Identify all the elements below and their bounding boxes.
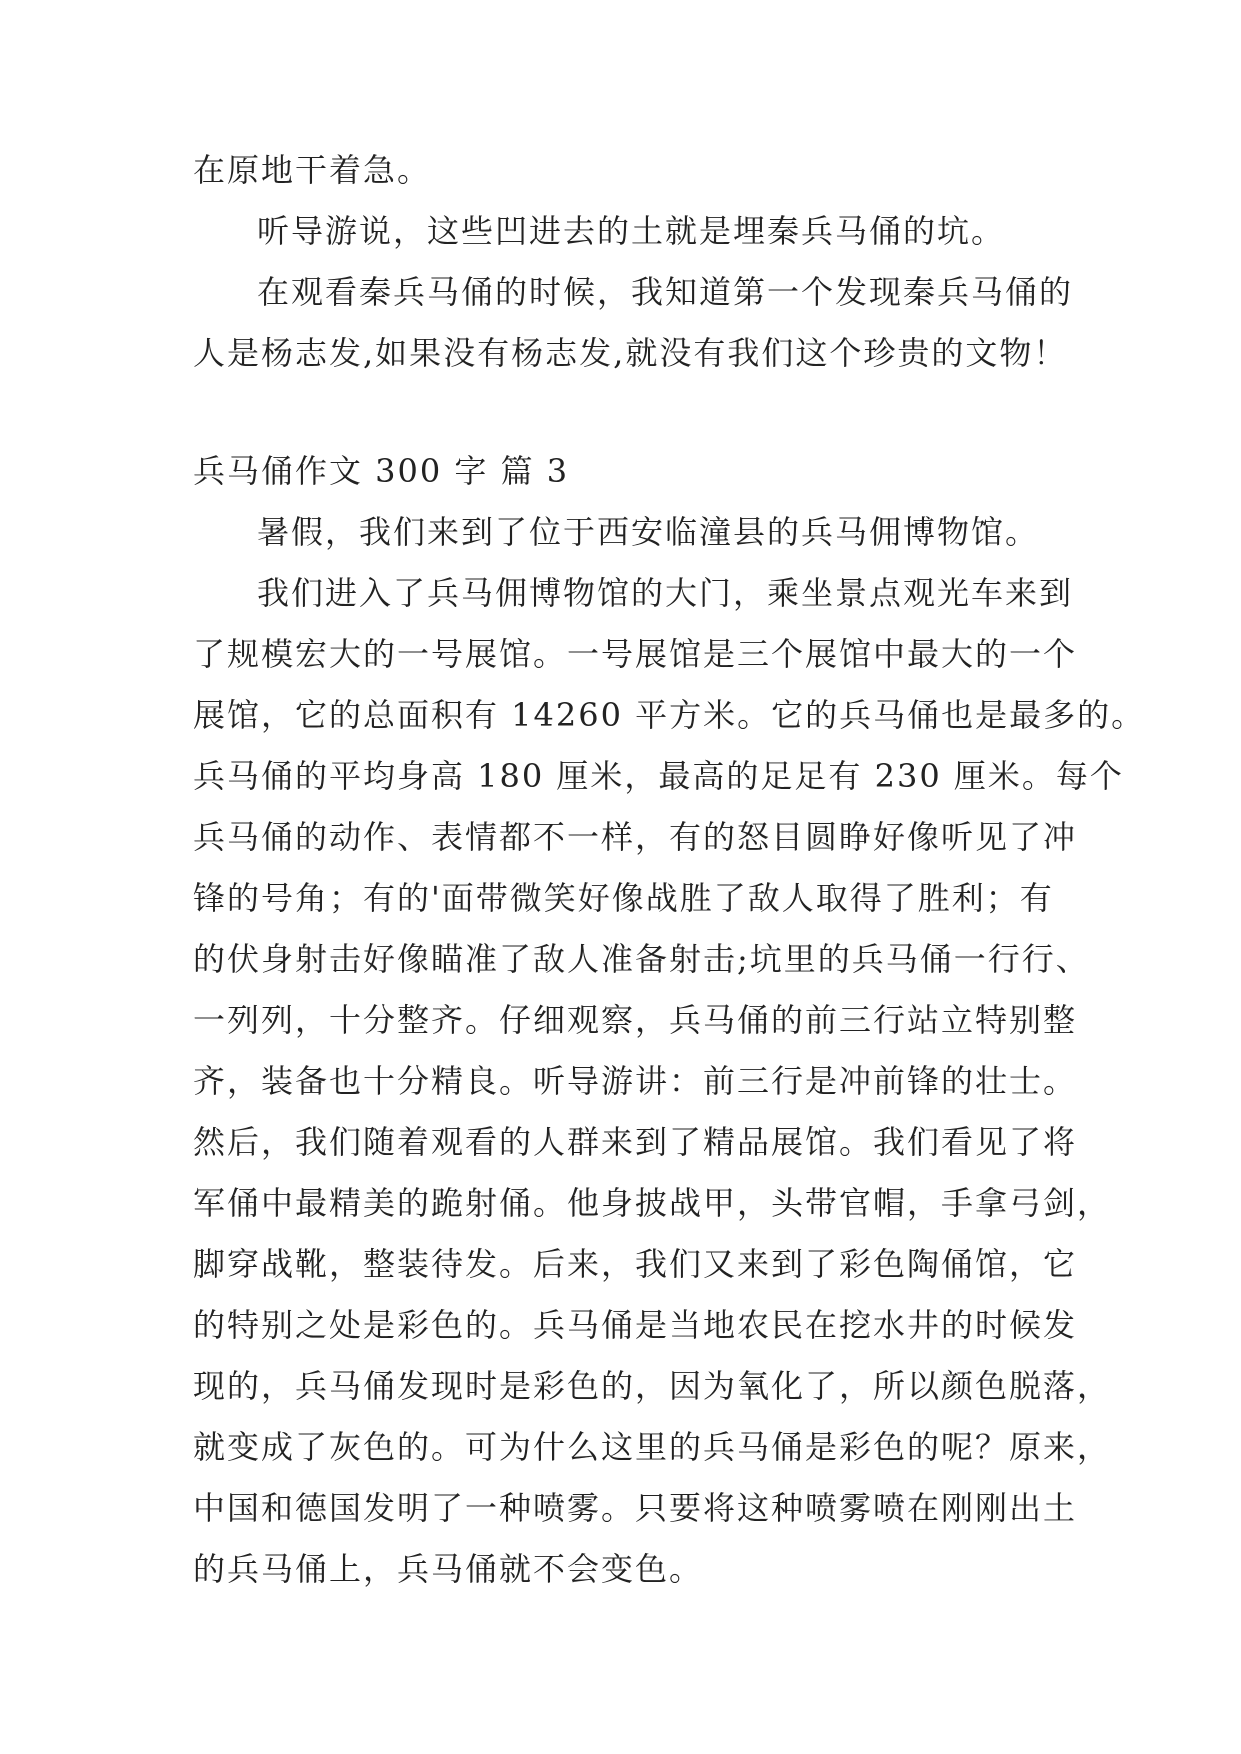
text-line: 的特别之处是彩色的。兵马俑是当地农民在挖水井的时候发: [193, 1306, 1078, 1344]
text-line: 在原地干着急。: [193, 151, 432, 189]
text-line: 然后，我们随着观看的人群来到了精品展馆。我们看见了将: [193, 1123, 1078, 1161]
text-line: 兵马俑的平均身高 180 厘米，最高的足足有 230 厘米。每个: [193, 757, 1124, 795]
text-line: 展馆，它的总面积有 14260 平方米。它的兵马俑也是最多的。: [193, 696, 1146, 734]
text-line: 军俑中最精美的跪射俑。他身披战甲，头带官帽，手拿弓剑，: [193, 1184, 1112, 1222]
paragraph-line: 暑假，我们来到了位于西安临潼县的兵马佣博物馆。: [257, 513, 1040, 551]
text-line: 的兵马俑上，兵马俑就不会变色。: [193, 1550, 704, 1588]
text-line: 一列列，十分整齐。仔细观察，兵马俑的前三行站立特别整: [193, 1001, 1078, 1039]
text-line: 就变成了灰色的。可为什么这里的兵马俑是彩色的呢？原来，: [193, 1428, 1112, 1466]
text-line: 锋的号角；有的'面带微笑好像战胜了敌人取得了胜利；有: [193, 879, 1054, 917]
text-line: 兵马俑的动作、表情都不一样，有的怒目圆睁好像听见了冲: [193, 818, 1078, 856]
text-line: 现的，兵马俑发现时是彩色的，因为氧化了，所以颜色脱落，: [193, 1367, 1112, 1405]
paragraph-line: 我们进入了兵马佣博物馆的大门，乘坐景点观光车来到: [257, 574, 1074, 612]
section-heading: 兵马俑作文 300 字 篇 3: [193, 452, 570, 490]
text-line: 齐，装备也十分精良。听导游讲：前三行是冲前锋的壮士。: [193, 1062, 1078, 1100]
text-line: 人是杨志发,如果没有杨志发,就没有我们这个珍贵的文物！: [193, 334, 1068, 372]
text-line: 脚穿战靴，整装待发。后来，我们又来到了彩色陶俑馆，它: [193, 1245, 1078, 1283]
paragraph-line: 听导游说，这些凹进去的土就是埋秦兵马俑的坑。: [257, 212, 1006, 250]
paragraph-line: 在观看秦兵马俑的时候，我知道第一个发现秦兵马俑的: [257, 273, 1074, 311]
text-line: 的伏身射击好像瞄准了敌人准备射击;坑里的兵马俑一行行、: [193, 940, 1090, 978]
text-line: 中国和德国发明了一种喷雾。只要将这种喷雾喷在刚刚出土: [193, 1489, 1078, 1527]
text-line: 了规模宏大的一号展馆。一号展馆是三个展馆中最大的一个: [193, 635, 1078, 673]
